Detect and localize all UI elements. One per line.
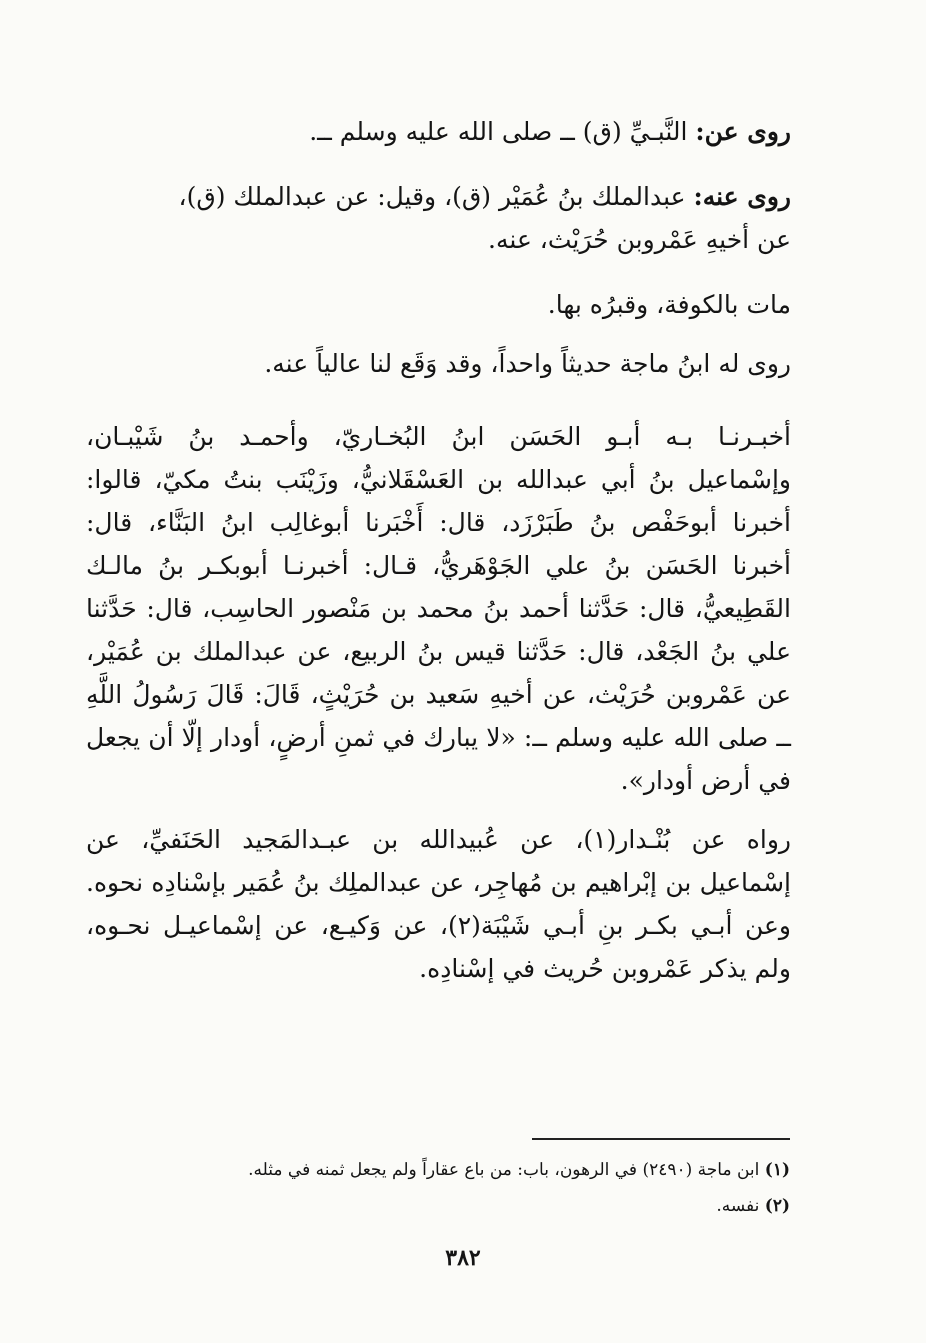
footnote-divider (532, 1138, 790, 1140)
narrated-from-line (86, 110, 791, 153)
hadith-line: في أرض أودار». (620, 766, 791, 795)
ibn-majah-line: روى له ابنُ ماجة حديثاً واحداً، وقد وَقَع لنا عالياً عنه. (264, 349, 791, 378)
riwayah-line: إسْماعيل بن إبْراهيم بن مُهاجِر، عن عبدالملِك بنُ عُمَير بإسْنادِه نحوه. (86, 868, 791, 897)
hadith-paragraph (86, 415, 791, 802)
hadith-line: وإسْماعيل بنُ أبي عبدالله بن العَسْقَلانيُّ، وزَيْنَب بنتُ مكيّ، قالوا: (86, 465, 791, 494)
footnote-number: (١) (764, 1160, 790, 1180)
footnote-2 (150, 1188, 790, 1224)
hadith-line: علي بنُ الجَعْد، قال: حَدَّثنا قيس بنُ الربيع، عن عبدالملك بن عُمَيْر، (86, 637, 791, 666)
riwayah-paragraph (86, 818, 791, 990)
footnotes (150, 1152, 790, 1224)
narrated-by-line-1 (86, 175, 791, 218)
footnote-text: ابن ماجة (٢٤٩٠) في الرهون، باب: من باع عقاراً ولم يجعل ثمنه في مثله. (248, 1160, 760, 1180)
footnote-text: نفسه. (716, 1196, 760, 1216)
hadith-line: أخبرنا الحَسَن بنُ علي الجَوْهَريُّ، قـال: أخبرنـا أبوبكـر بنُ مالـك (86, 551, 791, 580)
page-number: ٣٨٢ (445, 1245, 481, 1271)
hadith-line: أخبرنا أبوحَفْص بنُ طَبَرْزَد، قال: أَخْبَرنا أبوغالِب ابنُ البَنَّاء، قال: (86, 508, 791, 537)
narrated-by-text-1: عبدالملك بنُ عُمَيْر (ق)، وقيل: عن عبدالملك (ق)، (178, 182, 686, 211)
riwayah-line: وعن أبـي بكـر بنِ أبـي شَيْبَة(٢)، عن وَكيـع، عن إسْماعيـل نحـوه، (86, 911, 791, 940)
narrated-from-text: النَّبـيِّ (ق) ــ صلى الله عليه وسلم ــ. (309, 117, 688, 146)
hadith-line: القَطِيعيُّ، قال: حَدَّثنا أحمد بنُ محمد بن مَنْصور الحاسِب، قال: حَدَّثنا (86, 594, 791, 623)
hadith-line: ــ صلى الله عليه وسلم ــ: «لا يبارك في ثمنِ أرضٍ، أودار إلّا أن يجعل (86, 723, 791, 752)
hadith-line: عن عَمْروبن حُرَيْث، عن أخيهِ سَعيد بن حُرَيْثٍ، قَالَ: قَالَ رَسُولُ اللَّهِ (86, 680, 791, 709)
main-text (86, 110, 791, 990)
riwayah-line: رواه عن بُنْـدار(١)، عن عُبيدالله بن عبـدالمَجيد الحَنَفيِّ، عن (86, 825, 791, 854)
footnote-1 (150, 1152, 790, 1188)
narrated-by-line-2: عن أخيهِ عَمْروبن حُرَيْث، عنه. (488, 225, 791, 254)
footnote-number: (٢) (764, 1196, 790, 1216)
riwayah-line: ولم يذكر عَمْروبن حُريث في إسْنادِه. (419, 954, 791, 983)
hadith-line: أخبـرنـا بـه أبـو الحَسَن ابنُ البُخـاريّ، وأحمـد بنُ شَيْبـان، (86, 422, 791, 451)
death-line: مات بالكوفة، وقبرُه بها. (547, 290, 791, 319)
narrated-by-label: روى عنه: (693, 182, 791, 211)
narrated-from-label: روى عن: (695, 117, 791, 146)
